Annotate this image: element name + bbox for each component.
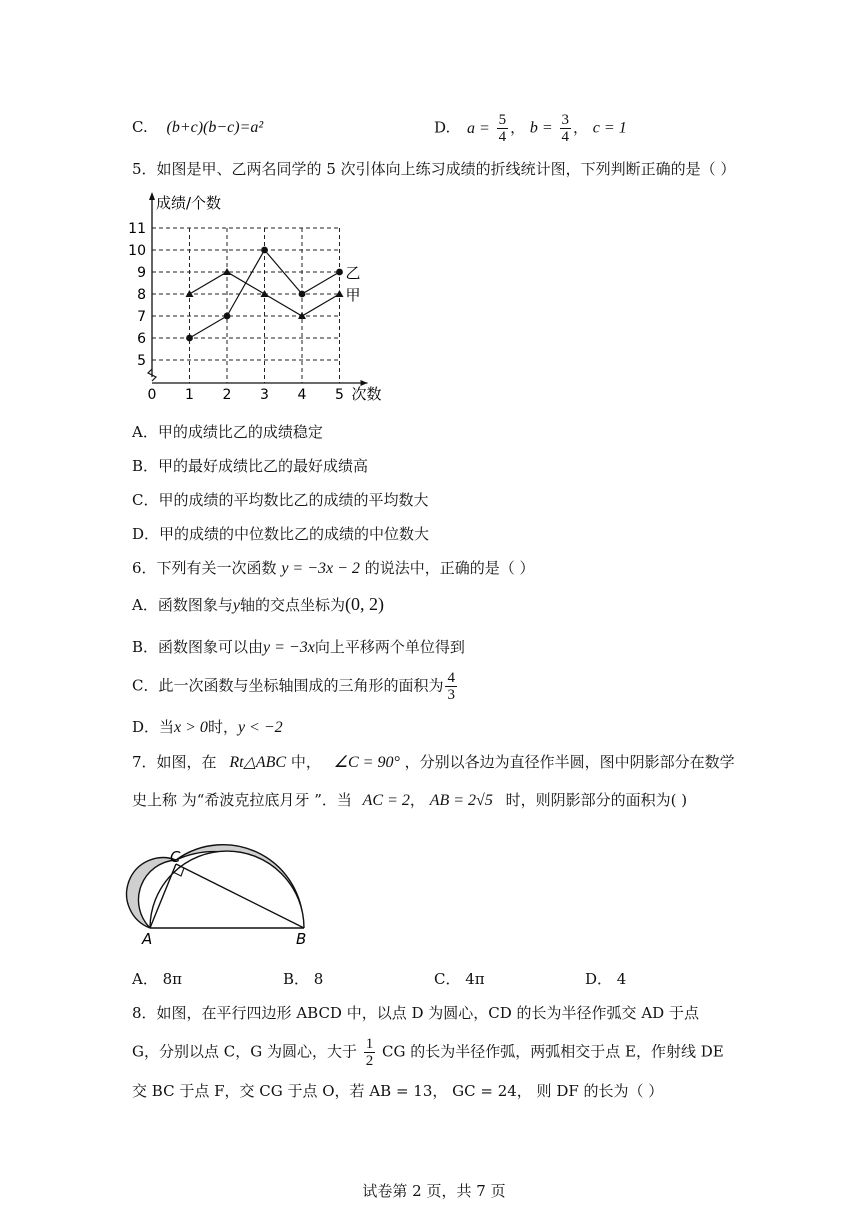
q7-option-c: C． 4π — [434, 970, 485, 988]
q8-text: CG 的长为半径作弧，两弧相交于点 E，作射线 DE — [382, 1042, 724, 1061]
series-label: 乙 — [345, 264, 361, 282]
q8-stem-line3: 交 BC 于点 F，交 CG 于点 O，若 AB = 13， GC = 24， 则 DF 的长为（ ） — [132, 1082, 664, 1100]
q7-text: ，分别以各边为直径作半圆，图中阴影部分在数学 — [404, 753, 735, 771]
q6-option-a — [132, 594, 384, 615]
fraction-numerator: 4 — [447, 670, 455, 686]
q5-stem: 5．如图是甲、乙两名同学的 5 次引体向上练习成绩的折线统计图，下列判断正确的是（ ） — [132, 160, 736, 178]
vertex-label-b: B — [296, 930, 307, 948]
fraction-denominator: 4 — [561, 129, 569, 145]
chart-labels — [128, 194, 381, 403]
q7-stem-line2 — [132, 789, 687, 810]
q8-stem-line2 — [132, 1036, 724, 1069]
q5-option-b: B．甲的最好成绩比乙的最好成绩高 — [132, 457, 369, 475]
q7-text: 史上称 为“希波克拉底月牙 ”．当 — [132, 791, 352, 809]
q7-text: 中， — [290, 753, 321, 771]
q5-option-d: D．甲的成绩的中位数比乙的成绩的中位数大 — [132, 525, 430, 543]
q6-option-d-text: D．当 — [132, 718, 175, 736]
q7-option-d: D． 4 — [585, 970, 627, 988]
fraction-denominator: 4 — [498, 129, 507, 145]
fraction-denominator: 2 — [365, 1053, 374, 1069]
q6-option-b — [132, 636, 465, 657]
y-tick-label: 11 — [128, 221, 146, 237]
q7-option-b: B． 8 — [283, 970, 324, 988]
chart-axes — [148, 192, 368, 386]
q6-option-a-text: A．函数图象与 — [132, 596, 233, 614]
q6-option-d — [132, 716, 283, 737]
q6-option-b-text: B．函数图象可以由 — [132, 638, 264, 656]
q7-option-a: A． 8π — [132, 970, 183, 988]
data-point-triangle — [186, 290, 194, 297]
q6-option-d-text: 时， — [207, 718, 238, 736]
fraction-numerator: 3 — [561, 112, 569, 128]
option-label: C. — [132, 118, 148, 136]
q6-option-c-fraction — [445, 670, 457, 703]
x-tick-label: 1 — [185, 387, 194, 403]
data-point-circle — [224, 313, 231, 320]
data-point-circle — [336, 269, 343, 276]
separator: ， — [409, 791, 425, 809]
q6-option-c-text: C．此一次函数与坐标轴围成的三角形的面积为 — [132, 676, 444, 695]
y-tick-label: 7 — [137, 309, 146, 325]
q6-option-a-coordinate: (0, 2) — [344, 594, 384, 614]
q7-hippocrates-lune-figure — [120, 820, 320, 950]
y-tick-label: 8 — [137, 287, 146, 303]
y-tick-label: 10 — [128, 243, 146, 259]
q8-fraction-half — [364, 1036, 376, 1069]
separator: ， — [510, 118, 526, 137]
data-point-circle — [299, 291, 306, 298]
q4-option-d-b: b = — [529, 119, 553, 137]
q7-ab-value: AB = 2√5 — [429, 792, 493, 809]
fraction-denominator: 3 — [447, 687, 455, 703]
q5-option-a: A．甲的成绩比乙的成绩稳定 — [132, 423, 323, 441]
y-axis-arrow — [149, 192, 155, 200]
option-label: D. — [434, 118, 451, 137]
y-tick-label: 6 — [137, 331, 146, 347]
x-tick-label: 3 — [260, 387, 269, 403]
q6-option-c — [132, 670, 459, 703]
y-axis-label: 成绩/个数 — [156, 194, 222, 212]
q6-option-b-text: 向上平移两个单位得到 — [314, 638, 465, 656]
y-tick-label: 5 — [137, 353, 146, 369]
q8-text: G，分别以点 C，G 为圆心，大于 — [132, 1042, 357, 1061]
q6-stem-text: 的说法中，正确的是（ ） — [364, 559, 535, 577]
q5-option-c: C．甲的成绩的平均数比乙的成绩的平均数大 — [132, 491, 429, 509]
separator: ， — [573, 118, 589, 137]
x-tick-label: 5 — [335, 387, 344, 403]
q5-line-chart — [130, 188, 400, 408]
q6-option-d-condition: x > 0 — [174, 719, 208, 736]
data-point-circle — [261, 247, 268, 254]
fraction-b — [560, 112, 572, 145]
q6-stem — [132, 557, 534, 578]
q4-option-c — [132, 118, 263, 137]
q4-option-d — [434, 112, 627, 145]
q6-function-expression: y = −3x − 2 — [281, 560, 360, 577]
x-axis-label: 次数 — [351, 385, 382, 403]
fraction-numerator: 5 — [498, 112, 507, 128]
x-tick-label: 4 — [297, 387, 307, 403]
q4-option-d-a: a = — [467, 119, 490, 137]
q7-text: 时，则阴影部分的面积为( ) — [505, 791, 688, 809]
q7-ac-value: AC = 2 — [362, 792, 410, 809]
q8-stem-line1: 8．如图，在平行四边形 ABCD 中，以点 D 为圆心，CD 的长为半径作弧交 AD 于点 — [132, 1004, 699, 1022]
q4-option-d-c: c = 1 — [592, 119, 627, 137]
x-tick-label: 2 — [222, 387, 232, 403]
q6-option-a-var: y — [232, 597, 240, 614]
q6-option-d-result: y < −2 — [237, 719, 283, 736]
q7-stem-line1 — [132, 751, 735, 772]
page-footer: 试卷第 2 页，共 7 页 — [362, 1182, 506, 1200]
q6-option-a-text: 轴的交点坐标为 — [239, 596, 345, 614]
q7-angle: ∠C = 90° — [333, 754, 400, 771]
fraction-numerator: 1 — [365, 1036, 374, 1052]
chart-grid — [152, 228, 340, 383]
q7-triangle: Rt△ABC — [229, 754, 287, 771]
q6-option-b-expression: y = −3x — [263, 639, 315, 656]
q7-text: 7．如图，在 — [132, 753, 217, 771]
series-label: 甲 — [345, 286, 361, 304]
vertex-label-a: A — [142, 930, 153, 948]
data-point-circle — [186, 335, 193, 342]
y-tick-label: 9 — [137, 265, 146, 281]
fraction-a — [497, 112, 509, 145]
q6-stem-text: 6．下列有关一次函数 — [132, 559, 277, 577]
x-tick-label: 0 — [147, 387, 157, 403]
vertex-label-c: C — [170, 848, 181, 866]
q4-option-c-expression: (b+c)(b−c)=a² — [166, 119, 264, 136]
